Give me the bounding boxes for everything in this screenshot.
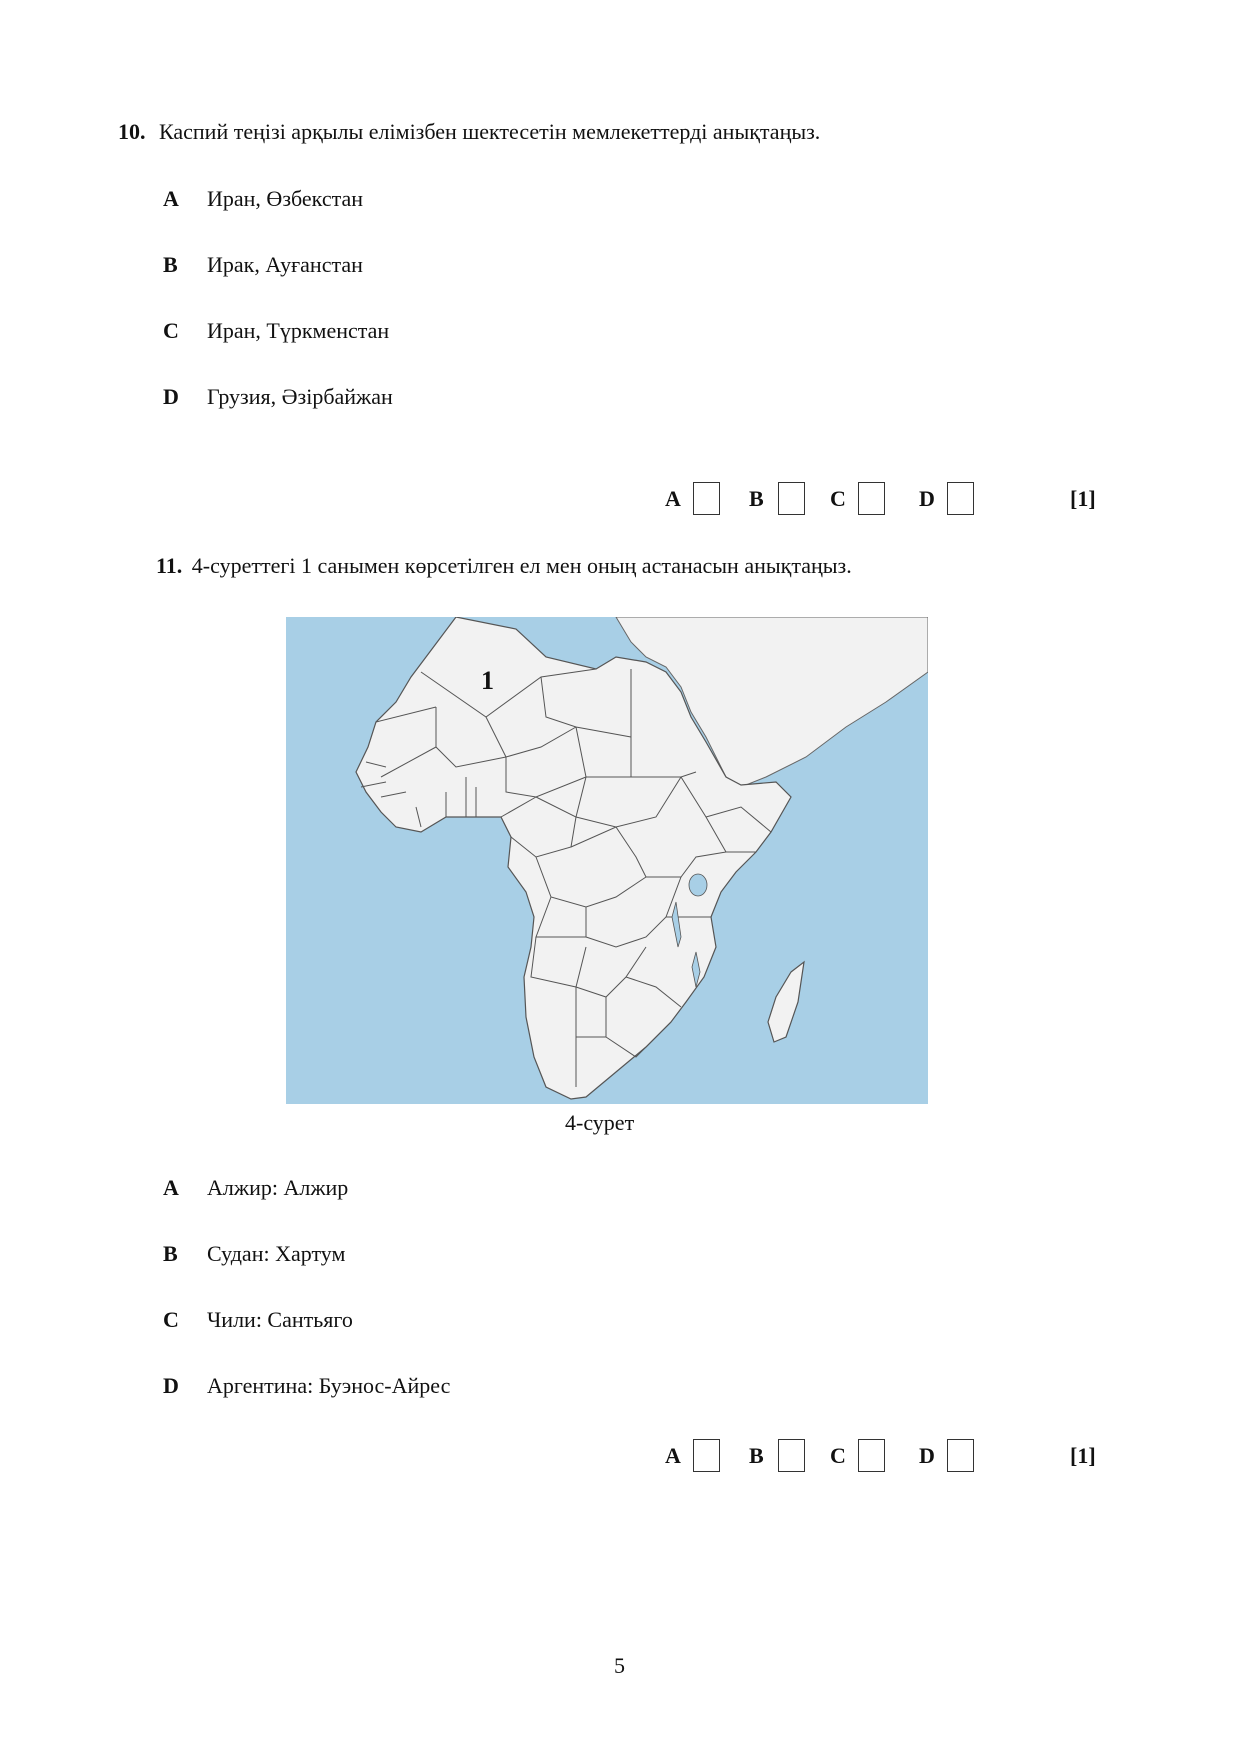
option-text: Чили: Сантьяго [207, 1307, 353, 1332]
question-11-stem [156, 552, 852, 580]
option-letter: D [163, 384, 179, 409]
option-letter: A [163, 186, 179, 211]
option-text: Алжир: Алжир [207, 1175, 349, 1200]
answer-box-c[interactable] [858, 482, 885, 515]
option-d [0, 1373, 800, 1403]
marks-label: [1] [1070, 1443, 1096, 1468]
answer-box-c[interactable] [858, 1439, 885, 1472]
option-text: Аргентина: Буэнос-Айрес [207, 1373, 451, 1398]
answer-letter-d: D [919, 486, 935, 511]
question-10-stem [118, 118, 820, 146]
map-lake-victoria [689, 874, 707, 896]
answer-box-b[interactable] [778, 1439, 805, 1472]
answer-letter-d: D [919, 1443, 935, 1468]
option-d [0, 384, 800, 414]
option-text: Грузия, Әзірбайжан [207, 384, 393, 409]
answer-letter-c: C [830, 486, 846, 511]
question-11-answer-boxes [0, 1439, 1241, 1475]
option-letter: B [163, 252, 178, 277]
question-number: 11. [156, 553, 183, 578]
map-label-1: 1 [481, 666, 494, 695]
question-text: Каспий теңізі арқылы елімізбен шектесетін мемлекеттерді анықтаңыз. [159, 119, 821, 144]
answer-letter-a: A [665, 486, 681, 511]
answer-box-a[interactable] [693, 1439, 720, 1472]
answer-letter-c: C [830, 1443, 846, 1468]
option-text: Иран, Өзбекстан [207, 186, 363, 211]
answer-box-d[interactable] [947, 482, 974, 515]
option-text: Ирак, Ауғанстан [207, 252, 363, 277]
africa-map-svg [286, 617, 928, 1104]
option-c [0, 1307, 800, 1337]
option-a [0, 1175, 800, 1205]
marks-label: [1] [1070, 486, 1096, 511]
option-text: Судан: Хартум [207, 1241, 346, 1266]
question-text: 4-суреттегі 1 санымен көрсетілген ел мен оның астанасын анықтаңыз. [191, 553, 852, 578]
answer-letter-a: A [665, 1443, 681, 1468]
africa-map [286, 617, 928, 1104]
answer-letter-b: B [749, 486, 764, 511]
option-letter: D [163, 1373, 179, 1398]
option-a [0, 186, 800, 216]
option-letter: C [163, 1307, 179, 1332]
figure-caption: 4-сурет [565, 1110, 635, 1135]
option-letter: A [163, 1175, 179, 1200]
option-letter: B [163, 1241, 178, 1266]
answer-box-b[interactable] [778, 482, 805, 515]
option-letter: C [163, 318, 179, 343]
answer-box-d[interactable] [947, 1439, 974, 1472]
question-10-answer-boxes [0, 482, 1241, 518]
answer-box-a[interactable] [693, 482, 720, 515]
question-number: 10. [118, 119, 146, 144]
option-b [0, 1241, 800, 1271]
option-text: Иран, Түркменстан [207, 318, 390, 343]
answer-letter-b: B [749, 1443, 764, 1468]
option-c [0, 318, 800, 348]
option-b [0, 252, 800, 282]
page-number: 5 [614, 1653, 625, 1678]
